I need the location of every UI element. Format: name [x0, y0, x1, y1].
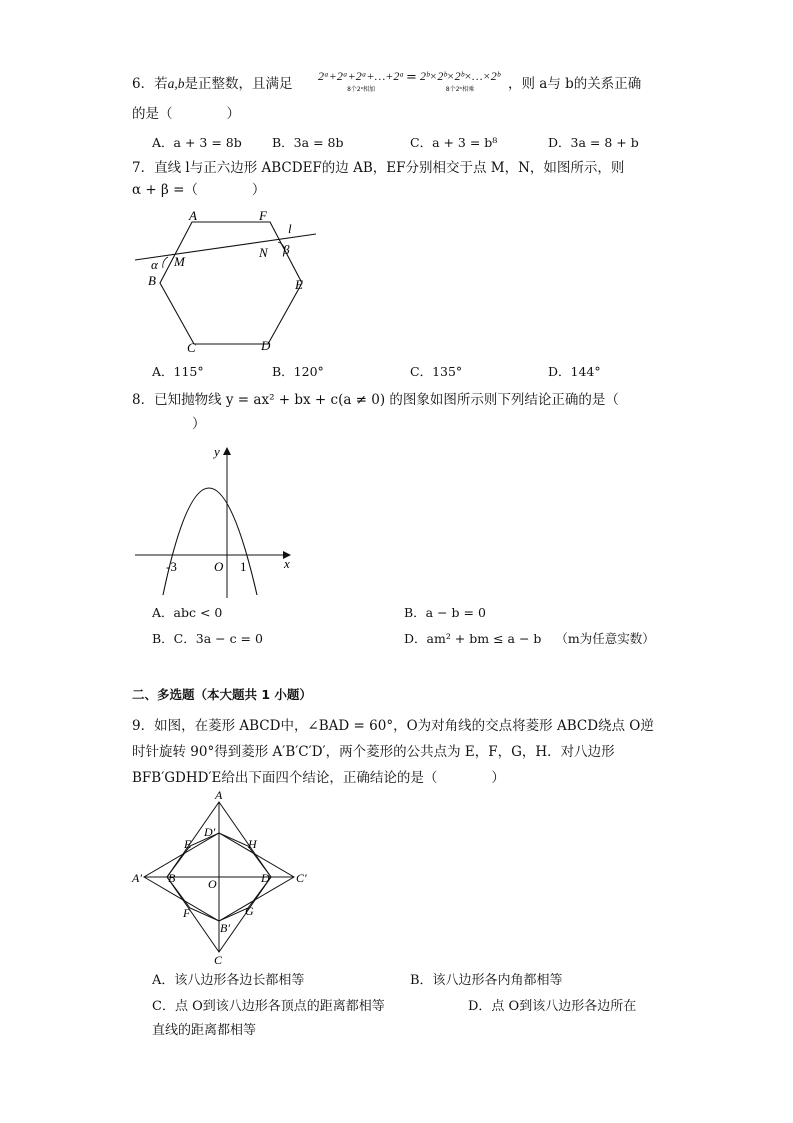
- q9-option-b[interactable]: B．该八边形各内角都相等: [410, 973, 563, 988]
- q8-option-d-note: （m为任意实数）: [555, 631, 655, 646]
- q8-stem-line1: 8．已知抛物线 y = ax² + bx + c(a ≠ 0) 的图象如图所示则下列结论正确的是（: [132, 392, 619, 408]
- q8-option-b[interactable]: B．a − b = 0: [404, 605, 486, 620]
- label-b-prime: B′: [220, 921, 230, 935]
- hexagon-shape: [160, 222, 302, 344]
- label-o: O: [208, 877, 217, 891]
- label-origin: O: [214, 559, 224, 574]
- label-alpha: α: [151, 257, 158, 272]
- q6-stem-post: ，则 a与 b的关系正确: [508, 76, 642, 92]
- alpha-arc: [163, 257, 168, 268]
- q6-eq-lhs: 2ᵃ+2ᵃ+2ᵃ+…+2ᵃ: [318, 69, 405, 83]
- q7-option-d[interactable]: D．144°: [548, 364, 601, 379]
- q9-stem-line2: 时针旋转 90°得到菱形 A′B′C′D′，两个菱形的公共点为 E，F，G，H．对八边形: [132, 744, 615, 760]
- q9-option-c[interactable]: C．点 O到该八边形各顶点的距离都相等: [152, 999, 385, 1014]
- q6-stem-line2: 的是（ ）: [132, 106, 240, 122]
- label-a-prime: A′: [132, 871, 142, 885]
- label-f: F: [183, 906, 191, 920]
- q6-eq-rhs: 2ᵇ×2ᵇ×2ᵇ×…×2ᵇ: [420, 69, 500, 83]
- q7-stem-line2: α + β =（ ）: [132, 182, 266, 198]
- q9-stem-line1: 9．如图，在菱形 ABCD中，∠BAD = 60°，O为对角线的交点将菱形 ABCD绕点 O逆: [132, 718, 654, 734]
- label-f: F: [259, 208, 267, 223]
- q6-stem-mid: 是正整数，且满足: [184, 76, 293, 92]
- label-d: D: [261, 871, 270, 885]
- q6-stem: [132, 74, 292, 94]
- q9-rhombus-figure: [128, 788, 328, 968]
- q9-option-d-line2: 直线的距离都相等: [152, 1023, 257, 1038]
- q6-stem-prefix: 6．若: [132, 76, 168, 92]
- q7-option-b[interactable]: B．120°: [272, 364, 324, 379]
- q7-option-a[interactable]: A．115°: [152, 364, 204, 379]
- q9-option-a[interactable]: A．该八边形各边长都相等: [152, 973, 305, 988]
- q8-option-a[interactable]: A．abc < 0: [152, 605, 223, 620]
- q6-option-b[interactable]: B．3a = 8b: [272, 135, 344, 150]
- parabola-curve: [163, 488, 257, 595]
- q6-vars: a,b: [167, 76, 185, 91]
- label-a: A: [189, 208, 197, 223]
- label-x: x: [284, 556, 290, 571]
- q8-stem-line2: ）: [192, 416, 206, 432]
- label-1: 1: [240, 559, 247, 574]
- q8-option-d[interactable]: [404, 630, 655, 648]
- q8-parabola-figure: [130, 440, 300, 600]
- label-e: E: [184, 837, 192, 851]
- label-c: C: [187, 340, 196, 355]
- label-m: M: [174, 254, 185, 269]
- label-c-prime: C′: [296, 871, 307, 885]
- q7-stem-line1: 7．直线 l与正六边形 ABCDEF的边 AB，EF分别相交于点 M，N，如图所示，则: [132, 160, 625, 176]
- q7-option-c[interactable]: C．135°: [410, 364, 463, 379]
- label-h: H: [248, 837, 257, 851]
- label-e: E: [295, 277, 303, 292]
- q6-equation-rhs: [420, 68, 500, 93]
- label-d: D: [261, 338, 271, 353]
- q6-option-d[interactable]: D．3a = 8 + b: [548, 135, 639, 150]
- label-c: C: [214, 953, 223, 967]
- label-minus3: -3: [166, 559, 177, 574]
- label-l: l: [288, 221, 292, 236]
- q9-stem-line3: BFB′GDHD′E给出下面四个结论，正确结论的是（ ）: [132, 770, 505, 786]
- q6-option-c[interactable]: C．a + 3 = b⁸: [410, 135, 498, 150]
- q6-eq-lhs-note: 8个2ᵃ相加: [347, 86, 376, 93]
- label-n: N: [259, 245, 268, 260]
- label-a: A: [215, 788, 223, 802]
- label-b: B: [148, 273, 156, 288]
- q6-eq-rhs-note: 8个2ᵇ相乘: [445, 86, 475, 93]
- label-y: y: [214, 444, 220, 459]
- label-g: G: [245, 904, 254, 918]
- section-2-title: 二、多选题（本大题共 1 小题）: [132, 687, 312, 702]
- label-beta: β: [283, 242, 290, 257]
- q7-hexagon-figure: [130, 200, 330, 360]
- q8-option-d-text: D．am² + bm ≤ a − b: [404, 631, 542, 646]
- label-b: B: [168, 871, 176, 885]
- q6-equals-sign: =: [406, 70, 417, 85]
- q6-option-a[interactable]: A．a + 3 = 8b: [152, 135, 242, 150]
- q6-equation-lhs: [318, 68, 404, 93]
- q9-option-d[interactable]: D．点 O到该八边形各边所在: [468, 999, 637, 1014]
- label-d-prime: D′: [204, 825, 216, 839]
- q8-option-c[interactable]: B．C．3a − c = 0: [152, 631, 263, 646]
